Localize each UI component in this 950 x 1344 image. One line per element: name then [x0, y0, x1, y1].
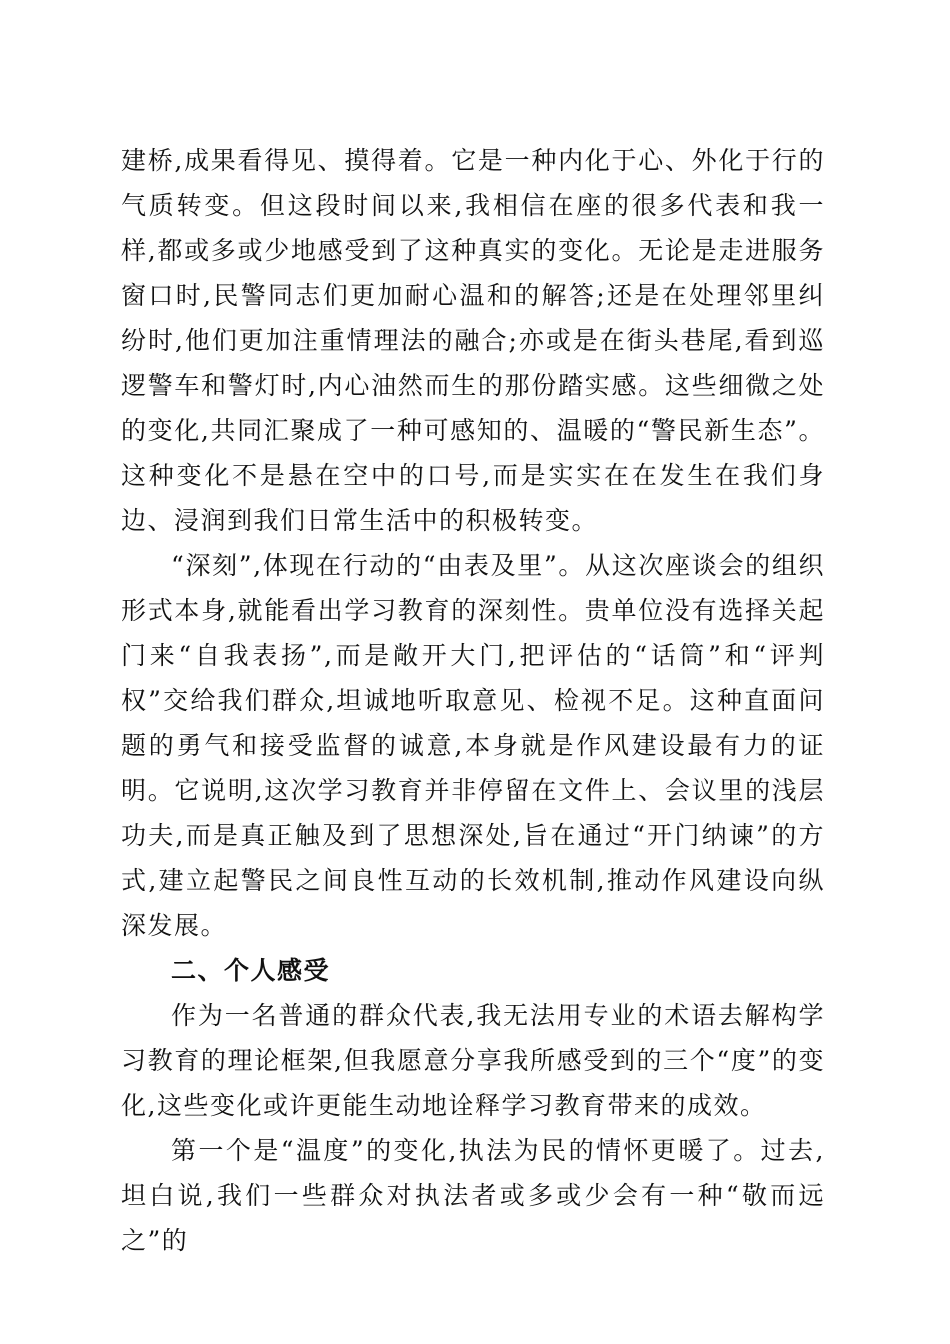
paragraph-intro: 作为一名普通的群众代表,我无法用专业的术语去解构学习教育的理论框架,但我愿意分享我所感受到的三个“度”的变化,这些变化或许更能生动地诠释学习教育带来的成效。	[121, 1001, 825, 1120]
section-heading-personal-feelings: 二、个人感受	[171, 956, 331, 985]
paragraph-continuation: 建桥,成果看得见、摸得着。它是一种内化于心、外化于行的气质转变。但这段时间以来,我相信在座的很多代表和我一样,都或多或少地感受到了这种真实的变化。无论是走进服务窗口时,民警同志们更加耐心温和的解答;还是在处理邻里纠纷时,他们更加注重情理法的融合;亦或是在街头巷尾,看到巡逻警车和警灯时,内心油然而生的那份踏实感。这些细微之处的变化,共同汇聚成了一种可感知的、温暖的“警民新生态”。这种变化不是悬在空中的口号,而是实实在在发生在我们身边、浸润到我们日常生活中的积极转变。	[121, 146, 825, 535]
paragraph-warmth: 第一个是“温度”的变化,执法为民的情怀更暖了。过去,坦白说,我们一些群众对执法者或多或少会有一种“敬而远之”的	[121, 1136, 825, 1255]
document-body	[121, 138, 825, 1263]
paragraph-profound: “深刻”,体现在行动的“由表及里”。从这次座谈会的组织形式本身,就能看出学习教育的深刻性。贵单位没有选择关起门来“自我表扬”,而是敞开大门,把评估的“话筒”和“评判权”交给我们群众,坦诚地听取意见、检视不足。这种直面问题的勇气和接受监督的诚意,本身就是作风建设最有力的证明。它说明,这次学习教育并非停留在文件上、会议里的浅层功夫,而是真正触及到了思想深处,旨在通过“开门纳谏”的方式,建立起警民之间良性互动的长效机制,推动作风建设向纵深发展。	[121, 551, 825, 940]
